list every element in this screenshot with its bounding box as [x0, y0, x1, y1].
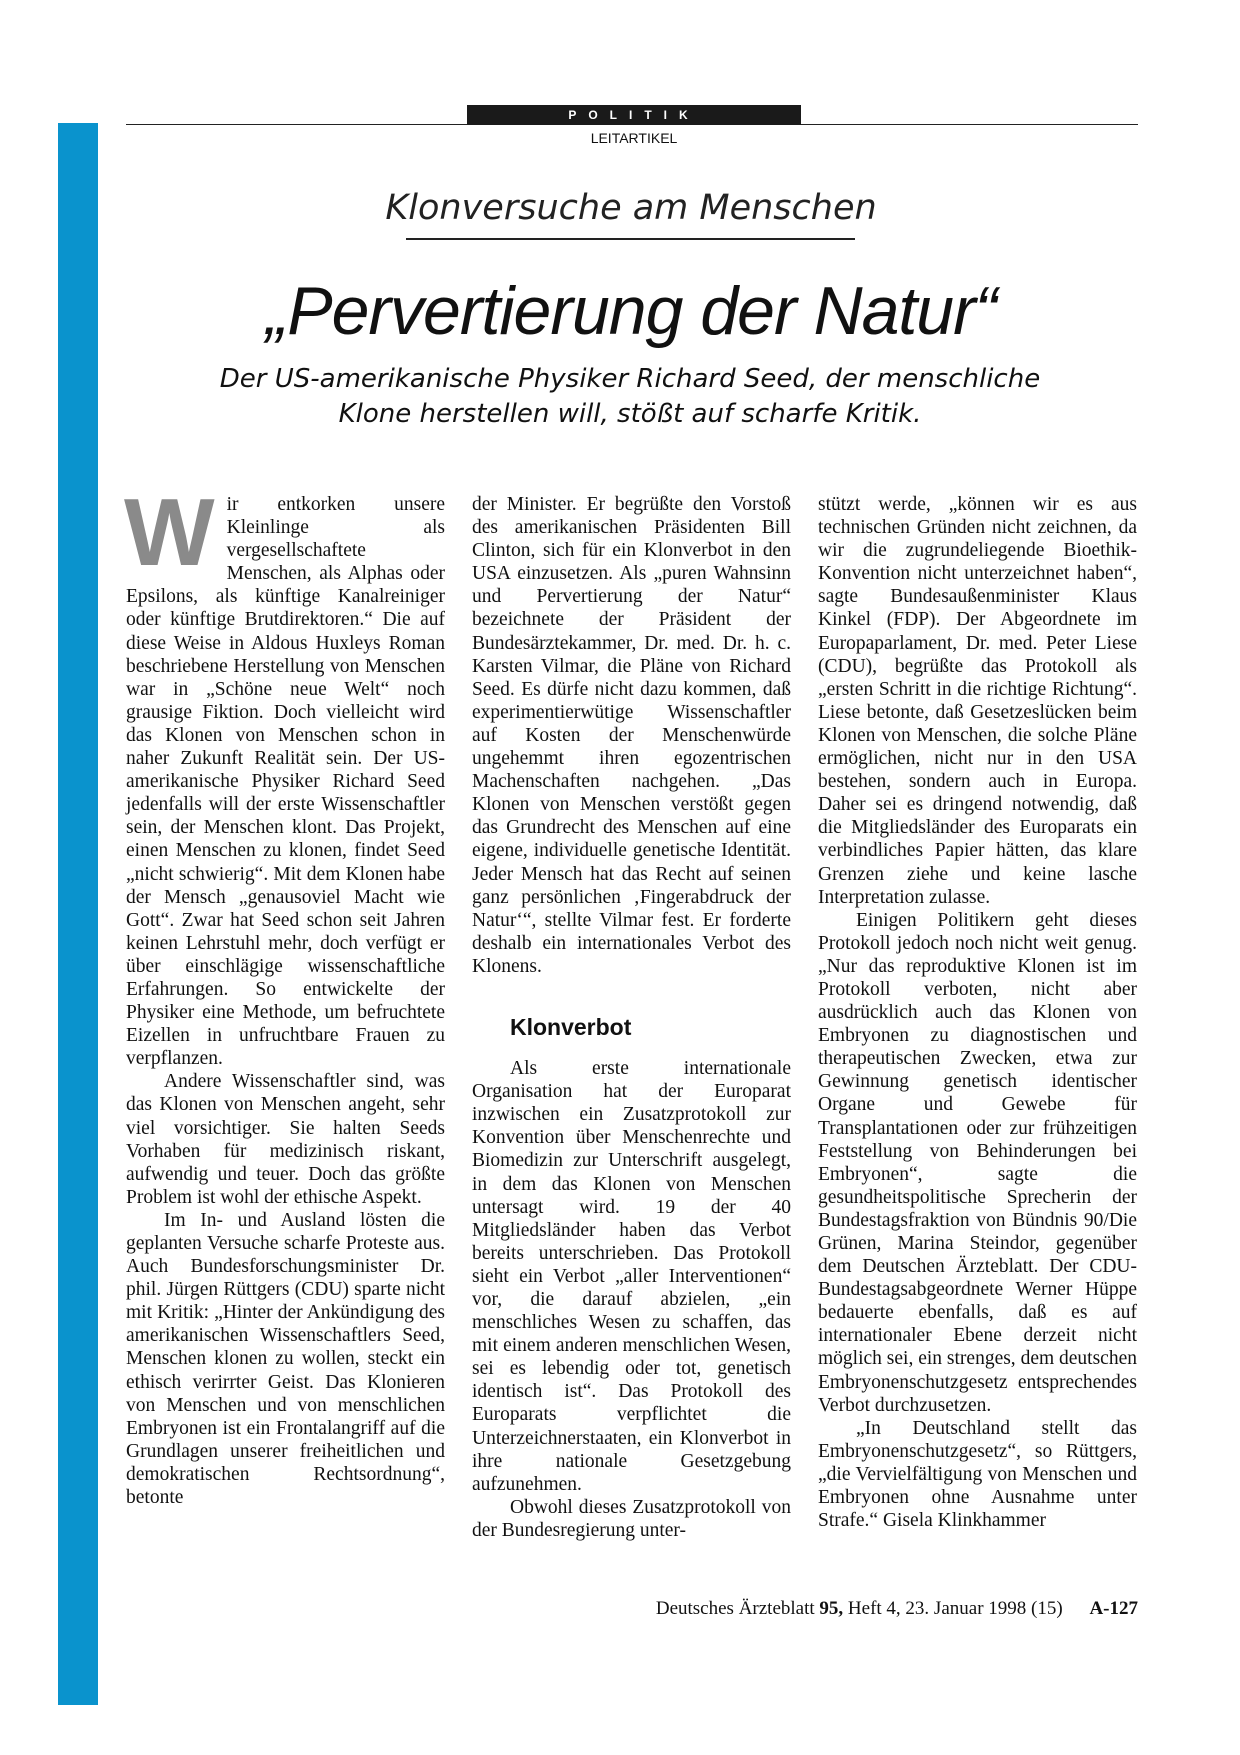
- paragraph: [124, 479, 445, 1070]
- paragraph: der Minister. Er begrüßte den Vorstoß des amerikanischen Präsidenten Bill Clinton, sich für ein Klonverbot in den USA einzusetzen. Als „puren Wahnsinn und Pervertierung der Natur“ bezeichnete der Präsident der Bundesärztekammer, Dr. med. Dr. h. c. Karsten Vilmar, die Pläne von Richard Seed. Es dürfe nicht dazu kommen, daß experimentierwütige Wissenschaftler auf Kosten der Menschenwürde ungehemmt ihren egozentrischen Machenschaften nachgehen. „Das Klonen von Menschen verstößt gegen das Grundrecht des Menschen auf eine eigene, individuelle genetische Identität. Jeder Mensch hat das Recht auf seinen ganz persönlichen ‚Fingerabdruck der Natur‘“, stellte Vilmar fest. Er forderte deshalb ein internationales Verbot des Klonens.: [472, 494, 791, 977]
- journal-name: Deutsches Ärzteblatt: [655, 1598, 815, 1619]
- drop-cap: W: [124, 479, 215, 586]
- paragraph: stützt werde, „können wir es aus technischen Gründen nicht zeichnen, da wir die zugrundeliegende Bioethik-Konvention nicht unterzeichnet haben“, sagte Bundesaußenminister Klaus Kinkel (FDP). Der Abgeordnete im Europaparlament, Dr. med. Peter Liese (CDU), begrüßte das Protokoll als „ersten Schritt in die richtige Richtung“. Liese betonte, daß Gesetzeslücken beim Klonen von Menschen, die solche Pläne ermöglichen, nicht nur in den USA bestehen, sondern auch in Europa. Daher sei es dringend notwendig, daß die Mitgliedsländer des Europarats ein verbindliches Papier hätten, das klare Grenzen ziehe und keine lasche Interpretation zulasse.: [818, 494, 1137, 908]
- article-column-3: [818, 493, 1137, 1532]
- deck-subtitle: Der US-amerikanische Physiker Richard Seed, der menschliche Klone herstellen will, stößt auf scharfe Kritik.: [219, 364, 1041, 429]
- paragraph: Einigen Politikern geht dieses Protokoll jedoch noch nicht weit genug. „Nur das reproduktive Klonen ist im Protokoll verboten, nicht aber ausdrücklich auch das Klonen von Embryonen zu diagnostischen und therapeutischen Zwecken, etwa zur Gewinnung genetisch identischer Organe und Gewebe für Transplantationen oder zur frühzeitigen Feststellung von Behinderungen bei Embryonen“, sagte die gesundheitspolitische Sprecherin der Bundestagsfraktion von Bündnis 90/Die Grünen, Marina Steindor, gegenüber dem Deutschen Ärzteblatt. Der CDU-Bundestagsabgeordnete Werner Hüppe bedauerte ebenfalls, daß es auf internationaler Ebene derzeit nicht möglich sei, ein strenges, dem deutschen Embryonenschutzgesetz entsprechendes Verbot durchzusetzen.: [818, 909, 1137, 1416]
- kicker-underline: [406, 238, 855, 240]
- page-footer: [656, 1598, 1138, 1620]
- paragraph: Obwohl dieses Zusatzprotokoll von der Bundesregierung unter-: [472, 1496, 791, 1541]
- section-sublabel: LEITARTIKEL: [590, 130, 678, 146]
- page-number: A-127: [1089, 1598, 1138, 1619]
- article-column-1: [124, 479, 445, 1509]
- headline: „Pervertierung der Natur“: [265, 273, 997, 349]
- paragraph: Als erste internationale Organisation hat der Europarat inzwischen ein Zusatzprotokoll zur Konvention über Menschenrechte und Biomedizin zur Unterschrift ausgelegt, in dem das Klonen von Menschen untersagt wird. 19 der 40 Mitgliedsländer haben das Verbot bereits unterschrieben. Das Protokoll sieht ein Verbot „aller Interventionen“ vor, die darauf abzielen, „ein menschliches Wesen zu schaffen, das mit einem anderen menschlichen Wesen, sei es lebendig oder tot, genetisch identisch ist“. Das Protokoll des Europarats verpflichtet die Unterzeichnerstaaten, ein Klonverbot in ihre nationale Gesetzgebung aufzunehmen.: [472, 1058, 791, 1495]
- kicker: Klonversuche am Menschen: [385, 188, 877, 228]
- paragraph: Im In- und Ausland lösten die geplanten Versuche scharfe Proteste aus. Auch Bundesforschungsminister Dr. phil. Jürgen Rüttgers (CDU) sparte nicht mit Kritik: „Hinter der Ankündigung des amerikanischen Wissenschaftlers Seed, Menschen klonen zu wollen, steckt ein ethisch verirrter Geist. Das Klonieren von Menschen und von menschlichen Embryonen ist ein Frontalangriff auf die Grundlagen unserer freiheitlichen und demokratischen Rechtsordnung“, betonte: [126, 1209, 445, 1509]
- paragraph: Andere Wissenschaftler sind, was das Klonen von Menschen angeht, sehr viel vorsichtiger. Sie halten Seeds Vorhaben für medizinisch riskant, aufwendig und teuer. Doch das größte Problem ist wohl der ethische Aspekt.: [126, 1071, 445, 1208]
- paragraph: „In Deutschland stellt das Embryonenschutzgesetz“, so Rüttgers, „die Vervielfältigung von Menschen und Embryonen ohne Ausnahme unter Strafe.“ Gisela Klinkhammer: [818, 1417, 1137, 1532]
- section-label: POLITIK: [467, 105, 801, 125]
- paragraph-text: ir entkorken unsere Kleinlinge als vergesellschaftete Menschen, als Alphas oder Epsilons, als künftige Kanalreiniger oder künftige Brutdirektoren.“ Die auf diese Weise in Aldous Huxleys Roman beschriebene Herstellung von Menschen war in „Schöne neue Welt“ noch grausige Fiktion. Doch vielleicht wird das Klonen von Menschen schon in naher Zukunft Realität sein. Der US-amerikanische Physiker Richard Seed jedenfalls will der erste Wissenschaftler sein, der Menschen klont. Das Projekt, einen Menschen zu klonen, findet Seed „nicht schwierig“. Mit dem Klonen habe der Mensch „genausoviel Macht wie Gott“. Zwar hat Seed schon seit Jahren keinen Lehrstuhl mehr, doch verfügt er über einschlägige wissenschaftliche Erfahrungen. So entwickelte der Physiker eine Methode, um befruchtete Eizellen in unfruchtbare Frauen zu verpflanzen.: [126, 494, 445, 1070]
- article-column-2: [472, 493, 791, 1542]
- color-sidebar-bar: [58, 123, 98, 1705]
- journal-volume: 95,: [819, 1598, 844, 1619]
- journal-issue: Heft 4, 23. Januar 1998 (15): [847, 1598, 1063, 1619]
- subheading: Klonverbot: [510, 1013, 632, 1040]
